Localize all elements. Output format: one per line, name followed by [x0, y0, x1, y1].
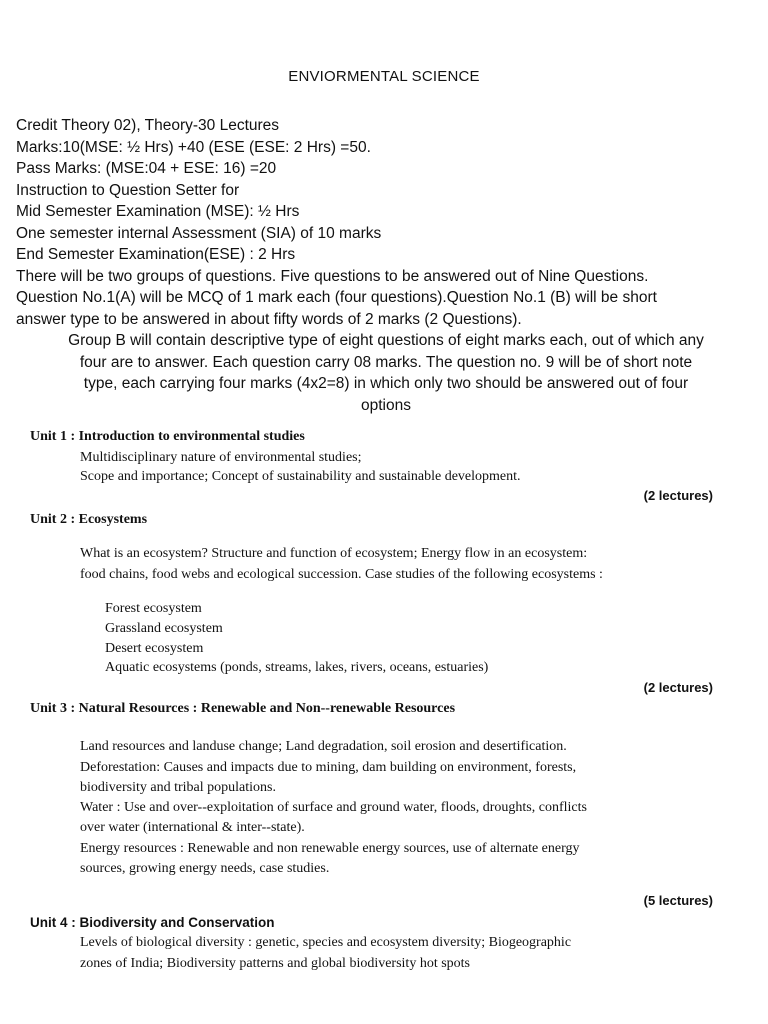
intro-line: Marks:10(MSE: ½ Hrs) +40 (ESE (ESE: 2 Hrs) =50. — [16, 138, 371, 156]
unit-1-line: Scope and importance; Concept of sustainability and sustainable development. — [80, 469, 521, 484]
group-b-line: four are to answer. Each question carry 08 marks. The question no. 9 will be of short note — [79, 353, 693, 371]
intro-line: End Semester Examination(ESE) : 2 Hrs — [16, 246, 296, 263]
unit-3-line: Water : Use and over--exploitation of surface and ground water, floods, droughts, conflicts — [80, 800, 587, 815]
intro-line: Question No.1(A) will be MCQ of 1 mark each (four questions).Question No.1 (B) will be short — [16, 289, 657, 306]
intro-line: There will be two groups of questions. Five questions to be answered out of Nine Questions. — [16, 267, 649, 285]
unit-2-lectures: (2 lectures) — [643, 680, 713, 695]
unit-3-line: Energy resources : Renewable and non renewable energy sources, use of alternate energy — [80, 841, 580, 856]
intro-line: Mid Semester Examination (MSE): ½ Hrs — [16, 203, 300, 220]
ecosystem-list-item: Grassland ecosystem — [105, 621, 223, 636]
group-b-line: type, each carrying four marks (4x2=8) in which only two should be answered out of four — [83, 375, 689, 392]
ecosystem-list-item: Forest ecosystem — [105, 601, 202, 616]
intro-line: One semester internal Assessment (SIA) of 10 marks — [16, 224, 382, 242]
unit-1-lectures: (2 lectures) — [643, 488, 713, 503]
unit-3-lectures: (5 lectures) — [643, 893, 713, 908]
intro-line: answer type to be answered in about fifty words of 2 marks (2 Questions). — [16, 310, 522, 328]
unit-1-line: Multidisciplinary nature of environmental studies; — [80, 450, 362, 465]
unit-4-line: Levels of biological diversity : genetic, species and ecosystem diversity; Biogeographic — [80, 935, 572, 950]
intro-line: Pass Marks: (MSE:04 + ESE: 16) =20 — [16, 160, 277, 177]
ecosystem-list-item: Desert ecosystem — [105, 641, 204, 656]
group-b-line: options — [361, 396, 411, 414]
intro-line: Credit Theory 02), Theory-30 Lectures — [16, 117, 280, 134]
exam-instructions — [16, 115, 756, 416]
unit-2-line: food chains, food webs and ecological succession. Case studies of the following ecosystems : — [80, 567, 603, 582]
unit-4-line: zones of India; Biodiversity patterns and global biodiversity hot spots — [80, 956, 470, 971]
unit-3-heading: Unit 3 : Natural Resources : Renewable and Non--renewable Resources — [30, 701, 456, 716]
ecosystem-list-item: Aquatic ecosystems (ponds, streams, lakes, rivers, oceans, estuaries) — [105, 660, 489, 675]
document-title: ENVIORMENTAL SCIENCE — [288, 68, 480, 85]
unit-2-line: What is an ecosystem? Structure and function of ecosystem; Energy flow in an ecosystem: — [80, 546, 588, 561]
unit-3-line: Land resources and landuse change; Land degradation, soil erosion and desertification. — [80, 739, 567, 754]
unit-4-heading: Unit 4 : Biodiversity and Conservation — [30, 915, 275, 930]
unit-1-heading: Unit 1 : Introduction to environmental studies — [30, 429, 305, 444]
unit-3-line: Deforestation: Causes and impacts due to mining, dam building on environment, forests, — [80, 760, 577, 775]
unit-3-line: over water (international & inter--state). — [80, 820, 305, 835]
unit-2-heading: Unit 2 : Ecosystems — [30, 512, 148, 527]
unit-3-line: biodiversity and tribal populations. — [80, 780, 276, 795]
intro-line: Instruction to Question Setter for — [16, 181, 240, 199]
group-b-line: Group B will contain descriptive type of eight questions of eight marks each, out of which any — [68, 332, 704, 349]
unit-3-line: sources, growing energy needs, case studies. — [80, 861, 330, 876]
